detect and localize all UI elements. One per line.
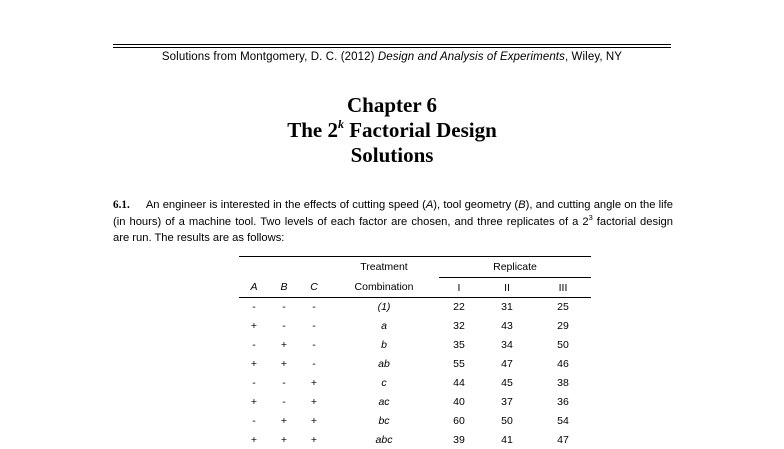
table-row <box>239 298 591 317</box>
factor-a-cell: + <box>239 392 269 411</box>
table-header-row-sub <box>239 278 591 298</box>
header-c: C <box>299 278 329 298</box>
factor-c-cell: - <box>299 336 329 355</box>
problem-text-3: ), and cutting angle on the life (in hours) of a machine tool. Two levels of each factor are chosen, and three replicates of a 2 <box>113 199 673 228</box>
factor-c-cell: - <box>299 298 329 317</box>
header-prefix: Solutions from Montgomery, D. C. (2012) <box>162 51 378 63</box>
table-row <box>239 355 591 374</box>
replicate-3-cell: 38 <box>535 374 591 393</box>
header-replicate-3: III <box>535 278 591 298</box>
table-body <box>239 298 591 449</box>
replicate-1-cell: 39 <box>439 430 479 449</box>
factor-c-cell: + <box>299 430 329 449</box>
table-row <box>239 430 591 449</box>
problem-sup: 3 <box>589 213 593 222</box>
replicate-2-cell: 45 <box>479 374 535 393</box>
replicate-3-cell: 29 <box>535 317 591 336</box>
problem-var-b: B <box>518 199 525 211</box>
factor-a-cell: + <box>239 355 269 374</box>
header-replicate: Replicate <box>439 257 591 278</box>
factor-a-cell: - <box>239 374 269 393</box>
factor-b-cell: + <box>269 411 299 430</box>
treatment-cell: b <box>329 336 439 355</box>
treatment-cell: abc <box>329 430 439 449</box>
factor-c-cell: + <box>299 411 329 430</box>
table-row <box>239 317 591 336</box>
header-rule <box>113 44 671 45</box>
replicate-3-cell: 46 <box>535 355 591 374</box>
header-spacer-b <box>269 257 299 278</box>
chapter-title-pre: The 2 <box>287 118 338 142</box>
table-row <box>239 336 591 355</box>
header-suffix: , Wiley, NY <box>565 51 622 63</box>
chapter-heading <box>113 93 671 168</box>
factor-b-cell: + <box>269 355 299 374</box>
replicate-1-cell: 60 <box>439 411 479 430</box>
treatment-cell: (1) <box>329 298 439 317</box>
replicate-3-cell: 36 <box>535 392 591 411</box>
replicate-1-cell: 32 <box>439 317 479 336</box>
replicate-2-cell: 41 <box>479 430 535 449</box>
treatment-cell: ac <box>329 392 439 411</box>
replicate-2-cell: 37 <box>479 392 535 411</box>
replicate-2-cell: 31 <box>479 298 535 317</box>
table-row <box>239 411 591 430</box>
factor-b-cell: + <box>269 430 299 449</box>
header-replicate-2: II <box>479 278 535 298</box>
factor-c-cell: - <box>299 317 329 336</box>
treatment-cell: c <box>329 374 439 393</box>
header-combination: Combination <box>329 278 439 298</box>
header-a: A <box>239 278 269 298</box>
replicate-2-cell: 34 <box>479 336 535 355</box>
header-spacer-c <box>299 257 329 278</box>
factor-a-cell: + <box>239 430 269 449</box>
problem-text-4: factorial design are run. The results are as follows: <box>113 216 673 245</box>
factor-a-cell: + <box>239 317 269 336</box>
treatment-cell: ab <box>329 355 439 374</box>
problem-text-2: ), tool geometry ( <box>433 199 518 211</box>
factor-b-cell: - <box>269 298 299 317</box>
treatment-cell: a <box>329 317 439 336</box>
replicate-2-cell: 43 <box>479 317 535 336</box>
table-row <box>239 374 591 393</box>
replicate-1-cell: 40 <box>439 392 479 411</box>
factor-a-cell: - <box>239 336 269 355</box>
factor-b-cell: + <box>269 336 299 355</box>
table-row <box>239 392 591 411</box>
factor-b-cell: - <box>269 374 299 393</box>
header-treatment: Treatment <box>329 257 439 278</box>
replicate-1-cell: 35 <box>439 336 479 355</box>
running-header <box>113 51 671 63</box>
problem-statement <box>113 197 673 247</box>
problem-text-1: An engineer is interested in the effects of cutting speed ( <box>146 199 426 211</box>
header-spacer-a <box>239 257 269 278</box>
header-replicate-1: I <box>439 278 479 298</box>
chapter-number: Chapter 6 <box>113 93 671 118</box>
chapter-title-post: Factorial Design <box>344 118 497 142</box>
replicate-3-cell: 54 <box>535 411 591 430</box>
factor-a-cell: - <box>239 411 269 430</box>
header-book-title: Design and Analysis of Experiments <box>378 51 565 63</box>
chapter-subtitle: Solutions <box>113 143 671 168</box>
problem-number: 6.1. <box>113 199 130 211</box>
factor-a-cell: - <box>239 298 269 317</box>
replicate-2-cell: 47 <box>479 355 535 374</box>
factor-c-cell: + <box>299 392 329 411</box>
factor-b-cell: - <box>269 317 299 336</box>
replicate-3-cell: 50 <box>535 336 591 355</box>
replicate-1-cell: 22 <box>439 298 479 317</box>
treatment-cell: bc <box>329 411 439 430</box>
factor-c-cell: - <box>299 355 329 374</box>
chapter-title-sup: k <box>338 117 344 131</box>
factor-c-cell: + <box>299 374 329 393</box>
results-table <box>239 256 591 449</box>
replicate-1-cell: 55 <box>439 355 479 374</box>
replicate-2-cell: 50 <box>479 411 535 430</box>
replicate-1-cell: 44 <box>439 374 479 393</box>
replicate-3-cell: 25 <box>535 298 591 317</box>
chapter-title <box>113 118 671 143</box>
header-rule-second <box>113 47 671 48</box>
problem-var-a: A <box>426 199 433 211</box>
header-b: B <box>269 278 299 298</box>
table-header-row-top <box>239 257 591 278</box>
replicate-3-cell: 47 <box>535 430 591 449</box>
factor-b-cell: - <box>269 392 299 411</box>
